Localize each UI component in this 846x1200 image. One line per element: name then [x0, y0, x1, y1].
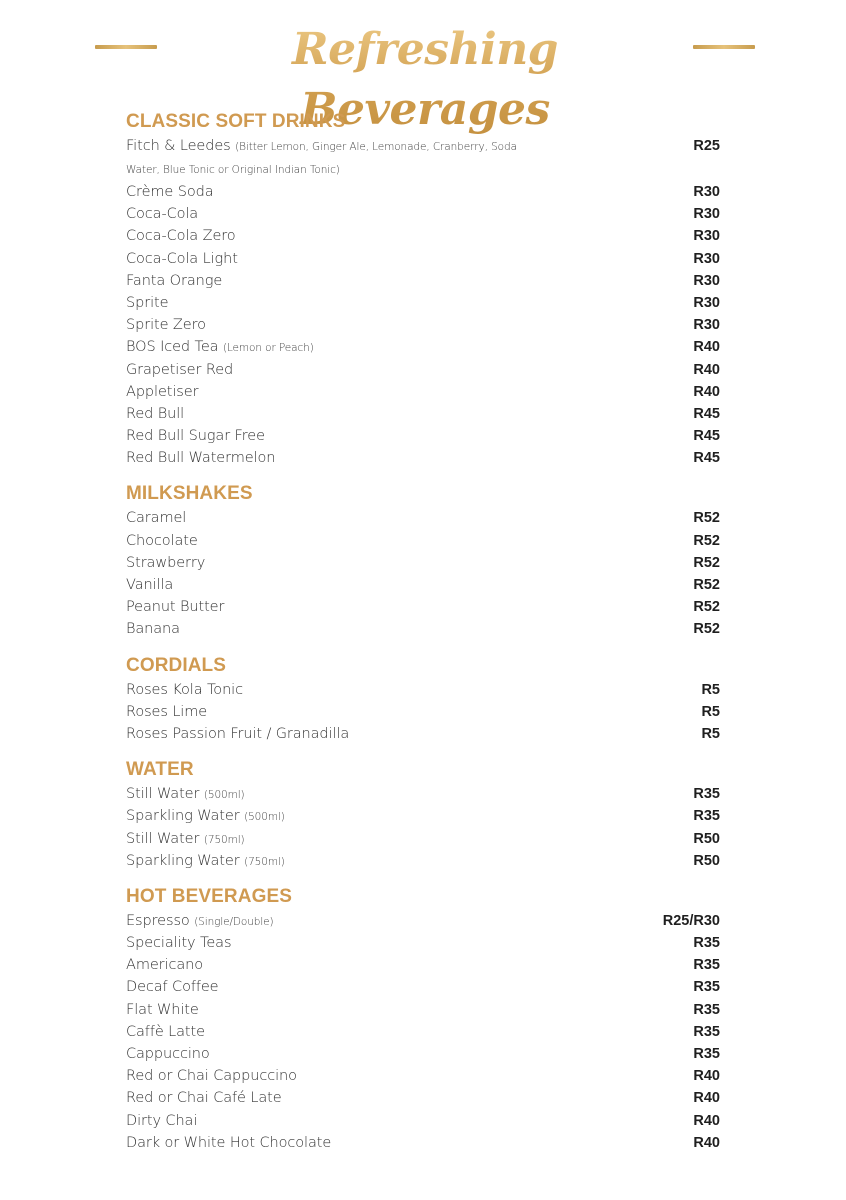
menu-item: [126, 203, 720, 225]
item-name-text: Red Bull Watermelon: [126, 450, 276, 467]
menu-item: [126, 270, 720, 292]
item-name: [126, 723, 349, 745]
menu-item: [126, 336, 720, 358]
item-name: [126, 225, 236, 247]
item-price: R50: [693, 830, 720, 847]
item-note: (Lemon or Peach): [222, 342, 314, 355]
item-name-text: Cappuccino: [126, 1046, 210, 1062]
item-name-text: Espresso: [126, 912, 190, 929]
menu-item: [126, 359, 720, 381]
item-name-text: Sparkling Water: [126, 852, 240, 869]
menu-item: [126, 225, 720, 247]
item-name: [126, 1021, 205, 1043]
item-price: R35: [693, 957, 720, 974]
menu-item: [126, 954, 720, 976]
item-name-text: Red Bull Sugar Free: [126, 428, 265, 445]
item-name-text: Coca-Cola Zero: [126, 228, 236, 245]
menu-item: [126, 783, 720, 805]
item-name-text: Strawberry: [126, 554, 206, 571]
item-name: [126, 447, 275, 469]
item-name: [126, 425, 265, 447]
item-price: R50: [693, 852, 720, 869]
item-name-text: Sprite Zero: [126, 317, 206, 334]
item-name-text: Vanilla: [126, 577, 174, 593]
item-price: R5: [701, 703, 720, 720]
item-name: [126, 618, 180, 640]
item-name: [126, 574, 173, 596]
item-name: [126, 507, 186, 529]
item-price: R52: [693, 554, 720, 571]
item-price: R35: [693, 808, 720, 825]
item-name-text: Still Water: [126, 830, 200, 847]
item-name: [126, 828, 245, 851]
item-name-text: Caramel: [126, 510, 187, 527]
item-price: R5: [701, 725, 720, 742]
menu-item: [126, 135, 720, 181]
item-name: [126, 336, 314, 359]
item-name: [126, 248, 238, 270]
item-price: R52: [693, 532, 720, 549]
item-price: R25/R30: [662, 912, 720, 929]
item-name: [126, 203, 198, 225]
item-price: R40: [693, 1134, 720, 1151]
title-rule-right: [693, 45, 755, 49]
item-price: R5: [701, 681, 720, 698]
menu-item: [126, 910, 720, 932]
item-name: [126, 783, 245, 806]
item-price: R45: [693, 450, 720, 467]
item-name: [126, 910, 274, 933]
item-name: [126, 270, 222, 292]
item-name: [126, 292, 168, 314]
menu-item: [126, 850, 720, 872]
item-name-text: Speciality Teas: [126, 935, 232, 952]
menu-item: [126, 596, 720, 618]
item-price: R35: [693, 935, 720, 952]
menu-item: [126, 805, 720, 827]
menu-item: [126, 999, 720, 1021]
menu-item: [126, 1043, 720, 1065]
menu-item: [126, 248, 720, 270]
item-note: (750ml): [244, 855, 285, 868]
item-name: [126, 976, 219, 998]
menu-item: [126, 1065, 720, 1087]
menu-section: [126, 109, 720, 469]
item-name-text: Grapetiser Red: [126, 361, 234, 378]
item-name: [126, 999, 199, 1021]
menu-item: [126, 181, 720, 203]
item-name-text: Dark or White Hot Chocolate: [126, 1134, 332, 1151]
menu-item: [126, 976, 720, 998]
item-price: R30: [693, 206, 720, 223]
item-name-text: Decaf Coffee: [126, 979, 219, 996]
item-price: R45: [693, 405, 720, 422]
item-name: [126, 1110, 197, 1132]
item-name: [126, 135, 536, 181]
item-name: [126, 932, 231, 954]
section-title: HOT BEVERAGES: [126, 885, 292, 907]
menu-section: [126, 757, 720, 872]
page-title: Refreshing Beverages: [160, 20, 690, 140]
item-name-text: Peanut Butter: [126, 599, 225, 616]
item-name: [126, 552, 205, 574]
item-name: [126, 314, 206, 336]
item-price: R35: [693, 979, 720, 996]
item-name: [126, 1132, 331, 1154]
menu-list: [126, 109, 720, 1166]
menu-item: [126, 723, 720, 745]
menu-section: [126, 884, 720, 1154]
menu-item: [126, 701, 720, 723]
item-name: [126, 181, 214, 203]
item-name-text: Americano: [126, 957, 203, 974]
item-name: [126, 381, 198, 403]
item-name: [126, 359, 233, 381]
item-note: (500ml): [244, 811, 285, 824]
title-rule-left: [95, 45, 157, 49]
item-price: R52: [693, 510, 720, 527]
item-price: R52: [693, 621, 720, 638]
item-name-text: Caffè Latte: [126, 1023, 205, 1040]
item-name: [126, 1065, 297, 1087]
item-name-text: Chocolate: [126, 532, 198, 549]
menu-item: [126, 1087, 720, 1109]
menu-section: [126, 653, 720, 746]
item-name: [126, 1087, 282, 1109]
item-name-text: Red or Chai Café Late: [126, 1090, 282, 1107]
item-price: R40: [693, 1090, 720, 1107]
item-price: R30: [693, 228, 720, 245]
item-price: R30: [693, 317, 720, 334]
item-price: R30: [693, 250, 720, 267]
item-note: (Bitter Lemon, Ginger Ale, Lemonade, Cranberry, Soda Water, Blue Tonic or Original Indian Tonic): [126, 141, 517, 176]
menu-item: [126, 574, 720, 596]
menu-item: [126, 828, 720, 850]
item-price: R35: [693, 786, 720, 803]
item-name-text: Coca-Cola: [126, 206, 199, 223]
section-title: CORDIALS: [126, 654, 227, 676]
item-name: [126, 850, 285, 873]
item-name: [126, 530, 198, 552]
section-title: WATER: [126, 759, 194, 781]
item-name-text: Fitch & Leedes: [126, 138, 231, 154]
item-name: [126, 1043, 210, 1065]
item-price: R30: [693, 184, 720, 200]
menu-item: [126, 507, 720, 529]
section-title: CLASSIC SOFT DRINKS: [126, 111, 346, 132]
menu-item: [126, 1132, 720, 1154]
item-name-text: BOS Iced Tea: [126, 339, 219, 356]
item-price: R35: [693, 1023, 720, 1040]
item-price: R25: [693, 138, 720, 154]
item-name-text: Appletiser: [126, 383, 199, 400]
item-price: R45: [693, 428, 720, 445]
item-note: (750ml): [203, 833, 245, 846]
item-name-text: Red Bull: [126, 405, 185, 422]
item-name-text: Roses Lime: [126, 703, 208, 720]
menu-item: [126, 425, 720, 447]
item-name-text: Still Water: [126, 786, 200, 803]
item-name-text: Red or Chai Cappuccino: [126, 1068, 297, 1085]
menu-item: [126, 447, 720, 469]
item-name-text: Coca-Cola Light: [126, 250, 238, 267]
menu-item: [126, 1110, 720, 1132]
menu-section: [126, 481, 720, 640]
item-price: R35: [693, 1001, 720, 1018]
item-name: [126, 701, 207, 723]
item-note: (500ml): [203, 789, 245, 802]
item-name: [126, 596, 224, 618]
item-name-text: Sparkling Water: [126, 808, 240, 825]
item-price: R52: [693, 599, 720, 616]
menu-item: [126, 530, 720, 552]
menu-item: [126, 314, 720, 336]
menu-item: [126, 679, 720, 701]
menu-item: [126, 381, 720, 403]
item-note: (Single/Double): [194, 915, 274, 928]
item-price: R35: [693, 1046, 720, 1062]
menu-item: [126, 552, 720, 574]
item-name: [126, 403, 184, 425]
item-name-text: Fanta Orange: [126, 272, 223, 289]
item-name-text: Flat White: [126, 1001, 199, 1018]
menu-item: [126, 618, 720, 640]
item-name: [126, 679, 243, 701]
item-name: [126, 805, 285, 828]
item-price: R52: [693, 577, 720, 593]
item-price: R30: [693, 272, 720, 289]
menu-item: [126, 1021, 720, 1043]
item-name-text: Roses Kola Tonic: [126, 681, 243, 698]
item-name-text: Crème Soda: [126, 184, 214, 200]
item-price: R40: [693, 361, 720, 378]
item-name-text: Banana: [126, 621, 180, 638]
item-price: R40: [693, 1068, 720, 1085]
item-price: R40: [693, 383, 720, 400]
item-price: R40: [693, 1112, 720, 1129]
item-name: [126, 954, 203, 976]
item-price: R40: [693, 339, 720, 356]
item-name-text: Dirty Chai: [126, 1112, 198, 1129]
menu-item: [126, 403, 720, 425]
item-name-text: Sprite: [126, 294, 169, 311]
section-title: MILKSHAKES: [126, 483, 253, 505]
menu-item: [126, 292, 720, 314]
item-price: R30: [693, 294, 720, 311]
menu-item: [126, 932, 720, 954]
item-name-text: Roses Passion Fruit / Granadilla: [126, 725, 350, 742]
